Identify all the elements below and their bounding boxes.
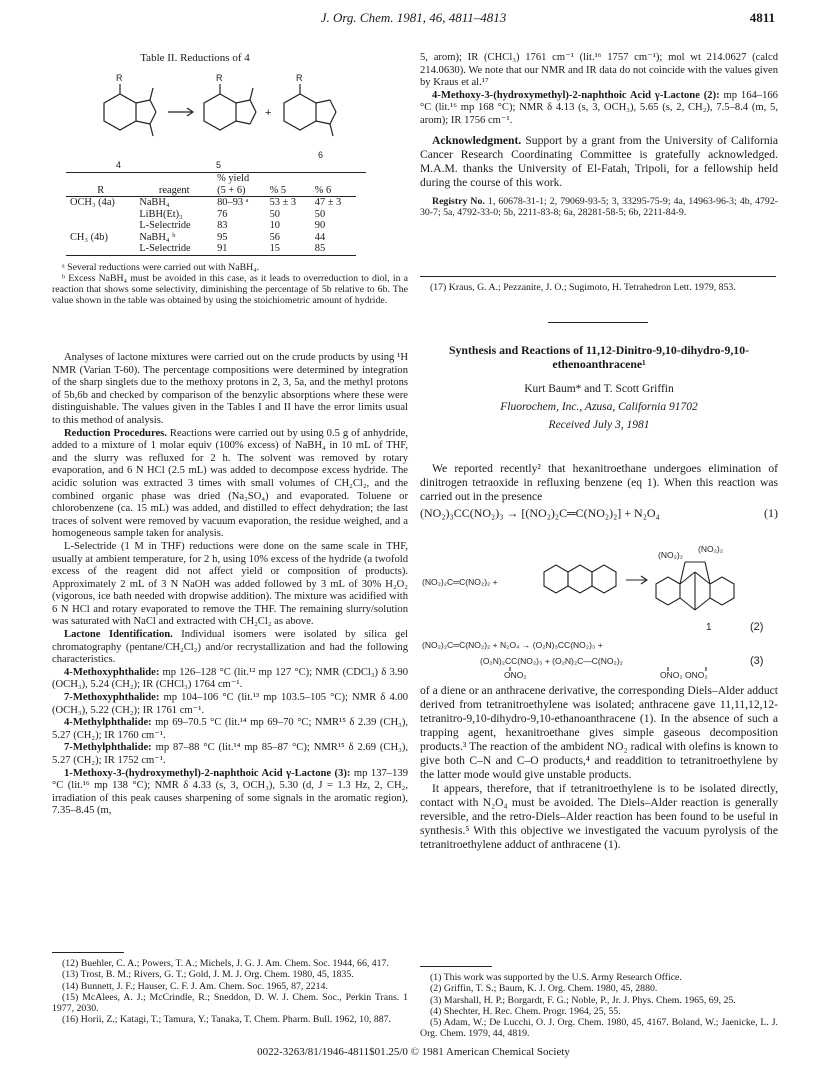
reference-17 — [420, 282, 778, 293]
table-cell: 76 — [217, 208, 228, 220]
table-cell: NaBH₄ ᵇ — [139, 231, 176, 243]
discussion-paragraph-1: of a diene or an anthracene derivative, the corresponding Diels–Alder adduct derived from tetranitroethylene was isolated; anthracene gave 11,11,12,12-tetranitro-9,10-dihydro-9,10-ethanoanthracene (1). In the absence of such a trapping agent, hexanitroethane gives simple gaseous decomposition products.³ The reaction of the ambident NO₂ radical with olefins is known to give both C–N and C–O products,⁴ and readdition to tetranitroethylene by the latter mode would give unstable products. — [420, 684, 778, 781]
no2-label-a: (NO₂)₂ — [658, 550, 684, 560]
col-header: % 6 — [314, 184, 332, 196]
col-header: R — [97, 184, 105, 196]
running-head — [0, 10, 827, 30]
reference: (13) Trost, B. M.; Rivers, G. T.; Gold, J. M. J. Org. Chem. 1980, 45, 1835. — [62, 969, 354, 981]
table-row — [66, 197, 356, 209]
product-number: 1 — [706, 622, 712, 633]
compound-4-label: 4 — [116, 160, 122, 170]
section-head: Acknowledgment. — [432, 133, 522, 147]
reduction-text: Reactions were carried out by using 0.5 g of anhydride, added to a mixture of 1 molar equiv (100% excess) of NaBH₄ in 10 mL of THF, and the slurry was refluxed for 2 h. The solvent was removed by rotary evaporation, and 6 N HCl (2.5 mL) was added to decompose excess hydride. The acidic solution was extracted 3 times with small volumes of CH₂Cl₂, and the combined organic phase was dried (Na₂SO₄) and evaporated. Toluene or chlorobenzene (ca. 15 mL) was added, and distilled to effect dehydration; the last traces of solvent were removed by vacuum evaporation, the residue weighed, and a homogeneous sample taken for analysis. — [52, 427, 408, 540]
reference: (1) This work was supported by the U.S. Army Research Office. — [430, 972, 682, 983]
section-head: Registry No. — [432, 195, 485, 207]
r-label-6: R — [296, 73, 303, 83]
journal-reference: J. Org. Chem. 1981, 46, 4811–4813 — [320, 10, 507, 25]
table-2 — [52, 52, 408, 307]
right-top — [420, 52, 778, 218]
reference: (17) Kraus, G. A.; Pezzanite, J. O.; Sugimoto, H. Tetrahedron Lett. 1979, 853. — [430, 282, 736, 293]
equation-3-products: (O₂N)₂CC(NO₂)₃ + (O₂N)₂C—C(NO₂)₂ — [480, 656, 623, 666]
compound-data: mp 126–128 °C (lit.¹² mp 127 °C); NMR (CDCl₃) δ 3.90 (OCH₃), 5.24 (CH₂); IR (CHCl₃) 1764 cm⁻¹. — [52, 666, 408, 691]
compound-data: mp 137–139 °C (lit.¹⁶ mp 138 °C); NMR δ 4.33 (s, 3, OCH₃), 5.30 (d, J = 1.3 Hz, 2, CH₂, irradiation of this peak causes sharpening of some signals in the aromatic region), 7.35–8.45 (m, — [52, 767, 408, 817]
table-cell: 10 — [269, 220, 280, 231]
left-body — [52, 352, 408, 818]
equation-3-top: (NO₂)₂C═C(NO₂)₂ + N₂O₄ → (O₂N)₃CC(NO₂)₃ + — [422, 640, 603, 650]
table-row — [66, 232, 356, 244]
discussion — [420, 684, 778, 852]
reaction-scheme — [420, 532, 778, 680]
intro-paragraph: We reported recently² that hexanitroethane undergoes elimination of dinitrogen tetraoxide in refluxing benzene (eq 1). When this reaction was carried out in the presence — [420, 462, 778, 503]
article-title: Synthesis and Reactions of 11,12-Dinitro-9,10-dihydro-9,10-ethenoanthracene¹ — [448, 343, 750, 371]
reduction-scheme — [52, 64, 408, 172]
table-cell: 85 — [314, 243, 326, 254]
compound-name: 7-Methoxyphthalide: — [64, 692, 160, 704]
table-cell: 47 ± 3 — [314, 197, 342, 208]
table-cell: NaBH₄ — [139, 197, 170, 208]
col-header: (5 + 6) — [217, 184, 246, 196]
compound-data: mp 164–166 °C (lit.¹⁶ mp 168 °C); NMR δ 4.13 (s, 3, OCH₃), 5.65 (s, 2, CH₂), 7.5–8.4 (m, 5, arom); IR 1756 cm⁻¹. — [420, 89, 778, 126]
compound-5-label: 5 — [216, 160, 222, 170]
table-cell: CH₃ (4b) — [70, 231, 108, 243]
table-cell: 44 — [314, 231, 326, 243]
table-cell: L-Selectride — [139, 243, 191, 254]
table-cell: 50 — [314, 208, 326, 220]
compound-name: 4-Methoxyphthalide: — [64, 666, 160, 678]
ono2-label: ONO₂ — [504, 670, 527, 680]
compound-data: mp 87–88 °C (lit.¹⁴ mp 85–87 °C); NMR¹⁵ δ 2.69 (CH₃), 5.27 (CH₂); IR 1752 cm⁻¹. — [52, 742, 408, 766]
compound-name: 4-Methylphthalide: — [64, 717, 152, 729]
equation-number: (1) — [764, 506, 778, 520]
compound-name: 4-Methoxy-3-(hydroxymethyl)-2-naphthoic Acid γ-Lactone (2): — [432, 89, 720, 101]
page-footer: 0022-3263/81/1946-4811$01.25/0 © 1981 American Chemical Society — [257, 1046, 570, 1058]
intro-block — [420, 462, 778, 520]
compound-data: mp 69–70.5 °C (lit.¹⁴ mp 69–70 °C; NMR¹⁵ δ 2.39 (CH₃), 5.27 (CH₂); IR 1760 cm⁻¹. — [52, 717, 408, 741]
col-header: reagent — [158, 184, 190, 196]
equation-3-number: (3) — [750, 655, 764, 667]
affiliation: Fluorochem, Inc., Azusa, California 91702 — [500, 401, 698, 413]
page-number: 4811 — [749, 10, 775, 25]
no2-label-b: (NO₂)₂ — [698, 544, 724, 554]
table-cell — [66, 220, 135, 232]
compound-6-label: 6 — [318, 150, 324, 160]
reference: (4) Shechter, H. Rec. Chem. Progr. 1964, 25, 55. — [430, 1005, 621, 1017]
ono2-labels: ONO₂ ONO₂ — [660, 670, 708, 680]
reference: (14) Bunnett, J. F.; Hauser, C. F. J. Am. Chem. Soc. 1965, 87, 2214. — [62, 980, 328, 992]
table-cell: LiBH(Et)₃ — [139, 208, 183, 220]
table-cell: 91 — [217, 243, 228, 254]
analysis-paragraph: Analyses of lactone mixtures were carried out on the crude products by using ¹H NMR (Varian T-60). The percentage compositions were determined by integration of the sharp singlets due to the methoxy protons in 2, 3, 5a, and the methyl protons of 5b,6b and checked by comparison of the benzylic absorptions where these were distinguishable. The values given in the Tables I and II have the error limits usual to this method of analysis. — [52, 352, 408, 426]
table-cell: 80–93 ᵃ — [217, 197, 249, 208]
reference: (3) Marshall, H. P.; Borgardt, F. G.; Noble, P., Jr. J. Phys. Chem. 1965, 69, 25. — [430, 994, 736, 1006]
table-cell: 95 — [217, 231, 228, 243]
continued-text: 5, arom); IR (CHCl₃) 1761 cm⁻¹ (lit.¹⁶ 1757 cm⁻¹); mol wt 214.0627 (calcd 214.0630). We note that our NMR and IR data do not coincide with the values given by Kraus et al.¹⁷ — [420, 52, 778, 89]
table-note-b: ᵇ Excess NaBH₄ must be avoided in this case, as it leads to overreduction to diol, in a reaction that shows some selectivity, diminishing the percentage of 5b relative to 6b. The value shown in the table was obtained by using the stoichiometric amount of hydride. — [52, 272, 408, 307]
table-cell — [66, 209, 135, 221]
selectride-paragraph: L-Selectride (1 M in THF) reductions were done on the same scale in THF, usually at ambient temperature, for 2 h, using 10% excess of the hydride (a twofold excess of the reagent did not affect yield or composition of products). Approximately 2 mL of 3 N NaOH was added followed by 3 mL of 30% H₂O₂ (vigorous, ice bath needed with dropwise addition). The mixture was acidified with 6 N HCl and rotary evaporated to remove the THF. The remaining slurry/solution was saturated with NaCl and extracted with CH₂Cl₂ as above. — [52, 540, 408, 628]
table-note-a: ᵃ Several reductions were carried out with NaBH₄. — [62, 261, 260, 273]
compound-data: mp 104–106 °C (lit.¹³ mp 103.5–105 °C); NMR δ 4.00 (OCH₃), 5.22 (CH₂); IR 1761 cm⁻¹. — [52, 692, 408, 716]
article-header — [420, 343, 778, 431]
plus-sign: + — [265, 107, 272, 119]
equation-1 — [420, 506, 778, 520]
table-cell: 90 — [314, 220, 326, 231]
equation-text: (NO₂)₃CC(NO₂)₃ → [(NO₂)₂C═C(NO₂)₂] + N₂O₄ — [420, 506, 660, 520]
table-row — [66, 243, 356, 255]
yield-table — [66, 173, 356, 256]
table-cell: 83 — [217, 220, 228, 231]
received-date: Received July 3, 1981 — [548, 419, 650, 431]
table-cell: L-Selectride — [139, 220, 191, 231]
r-label-4: R — [116, 73, 123, 83]
table-cell — [66, 243, 135, 255]
table-cell: 56 — [269, 231, 280, 243]
registry-text: 1, 60678-31-1; 2, 79069-93-5; 3, 33295-75-9; 4a, 14963-96-3; 4b, 4792-30-7; 5a, 4792-33-0; 5b, 2211-83-8; 6a, 28281-58-5; 6b, 2211-84-9. — [420, 195, 778, 218]
section-head: Reduction Procedures. — [64, 427, 167, 439]
reactant-label: (NO₂)₂C═C(NO₂)₂ + — [422, 577, 498, 587]
table-caption: Table II. Reductions of 4 — [140, 52, 250, 64]
table-row — [66, 209, 356, 221]
r-label-5: R — [216, 73, 223, 83]
table-row — [66, 220, 356, 232]
right-footnotes — [420, 972, 778, 1040]
reference: (15) McAlees, A. J.; McCrindle, R.; Sneddon, D. W. J. Chem. Soc., Perkin Trans. 1 1977, 2030. — [52, 991, 408, 1015]
reference: (16) Horii, Z.; Katagi, T.; Tamura, Y.; Tanaka, T. Chem. Pharm. Bull. 1962, 10, 887. — [62, 1014, 391, 1026]
reference: (2) Griffin, T. S.; Baum, K. J. Org. Chem. 1980, 45, 2880. — [430, 983, 658, 995]
table-cell: 50 — [269, 208, 280, 220]
discussion-paragraph-2: It appears, therefore, that if tetranitroethylene is to be isolated directly, contact with N₂O₄ must be avoided. The Diels–Alder reaction is generally reversible, and the retro-Diels–Alder reaction has been found to be useful in synthesis.⁵ With this objective we investigated the vacuum pyrolysis of the tetranitroethylene adduct of anthracene (1). — [420, 782, 778, 851]
identification-text: Individual isomers were isolated by silica gel chromatography (pentane/CH₂Cl₂) and/or recrystallization and had the following characteristics. — [52, 629, 408, 666]
authors: Kurt Baum* and T. Scott Griffin — [524, 383, 674, 395]
table-cell: OCH₃ (4a) — [70, 197, 115, 208]
reference: (5) Adam, W.; De Lucchi, O. J. Org. Chem. 1980, 45, 4167. Boland, W.; Jaenicke, L. J. Org. Chem. 1979, 44, 4819. — [420, 1017, 778, 1040]
compound-name: 1-Methoxy-3-(hydroxymethyl)-2-naphthoic Acid γ-Lactone (3): — [64, 767, 351, 779]
left-footnotes — [52, 958, 408, 1026]
table-cell: 53 ± 3 — [269, 197, 297, 208]
compound-name: 7-Methylphthalide: — [64, 742, 152, 754]
acknowledgment-text: Support by a grant from the University of California Cancer Research Coordinating Committee is gratefully acknowledged. M.A.M. thanks the University of El-Fatah, Tripoli, for a fellowship held during the course of this work. — [420, 133, 778, 189]
col-header: % 5 — [269, 184, 287, 196]
section-head: Lactone Identification. — [64, 629, 173, 641]
reference: (12) Buehler, C. A.; Powers, T. A.; Michels, J. G. J. Am. Chem. Soc. 1944, 66, 417. — [62, 958, 389, 969]
table-cell: 15 — [269, 243, 280, 254]
yield-header: % yield — [217, 173, 250, 184]
equation-2-number: (2) — [750, 621, 764, 633]
